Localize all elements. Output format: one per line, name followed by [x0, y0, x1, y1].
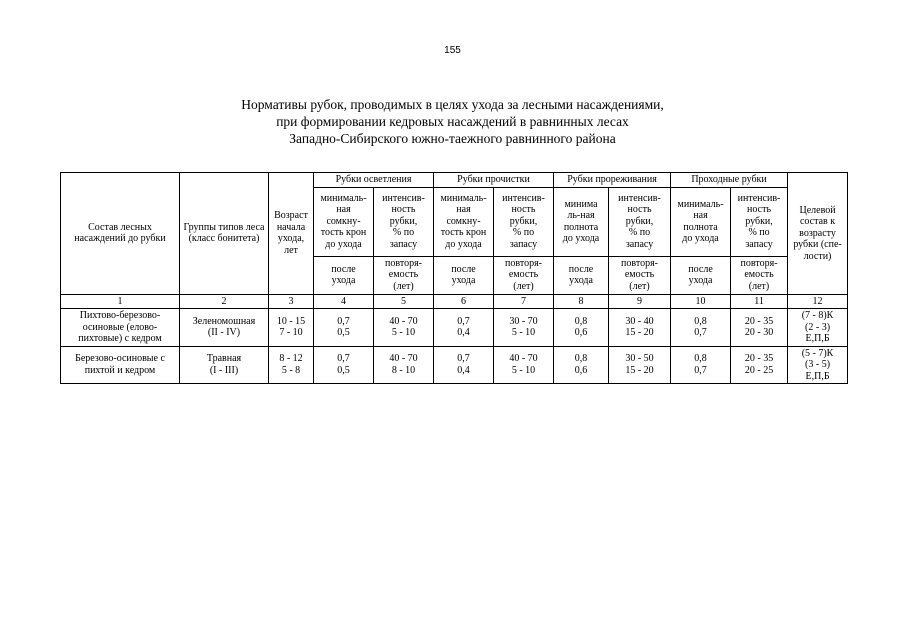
header-composition: Состав лесных насаждений до рубки	[61, 173, 180, 295]
header-group-3: Рубки прореживания	[554, 173, 671, 188]
cell-value: 30 - 70 5 - 10	[494, 309, 554, 347]
header-repeat-1: повторя- емость (лет)	[374, 256, 434, 294]
cell-value: 40 - 70 5 - 10	[494, 346, 554, 384]
col-number: 5	[374, 294, 434, 309]
cell-value: 0,7 0,5	[314, 309, 374, 347]
col-number: 1	[61, 294, 180, 309]
cell-value: 30 - 40 15 - 20	[609, 309, 671, 347]
cell-value: 20 - 35 20 - 30	[731, 309, 788, 347]
header-group-4: Проходные рубки	[671, 173, 788, 188]
cell-value: 0,8 0,6	[554, 346, 609, 384]
cell-target: (7 - 8)К (2 - 3) Е,П,Б	[788, 309, 848, 347]
cell-value: 0,8 0,7	[671, 346, 731, 384]
header-forest-type: Группы типов леса (класс бонитета)	[180, 173, 269, 295]
document-title	[0, 96, 905, 147]
header-int-3: интенсив- ность рубки, % по запасу	[609, 187, 671, 256]
norms-table	[60, 172, 848, 384]
col-number: 3	[269, 294, 314, 309]
cell-value: 40 - 70 8 - 10	[374, 346, 434, 384]
header-after-4: после ухода	[671, 256, 731, 294]
col-number: 11	[731, 294, 788, 309]
cell-value: 0,7 0,4	[434, 309, 494, 347]
col-number: 7	[494, 294, 554, 309]
header-start-age: Возраст начала ухода, лет	[269, 173, 314, 295]
cell-start-age: 8 - 12 5 - 8	[269, 346, 314, 384]
col-number: 9	[609, 294, 671, 309]
header-int-2: интенсив- ность рубки, % по запасу	[494, 187, 554, 256]
header-group-2: Рубки прочистки	[434, 173, 554, 188]
title-line-3: Западно-Сибирского южно-таежного равнинного района	[289, 131, 616, 146]
cell-start-age: 10 - 15 7 - 10	[269, 309, 314, 347]
title-line-1: Нормативы рубок, проводимых в целях ухода за лесными насаждениями,	[241, 97, 664, 112]
header-min-3: минима ль-ная полнота до ухода	[554, 187, 609, 256]
header-after-1: после ухода	[314, 256, 374, 294]
col-number: 2	[180, 294, 269, 309]
cell-value: 0,7 0,4	[434, 346, 494, 384]
col-number: 12	[788, 294, 848, 309]
page-number: 155	[444, 45, 461, 56]
header-repeat-2: повторя- емость (лет)	[494, 256, 554, 294]
header-min-2: минималь- ная сомкну- тость крон до ухода	[434, 187, 494, 256]
col-number: 10	[671, 294, 731, 309]
col-number: 8	[554, 294, 609, 309]
cell-value: 30 - 50 15 - 20	[609, 346, 671, 384]
header-after-2: после ухода	[434, 256, 494, 294]
header-int-1: интенсив- ность рубки, % по запасу	[374, 187, 434, 256]
col-number: 4	[314, 294, 374, 309]
cell-value: 40 - 70 5 - 10	[374, 309, 434, 347]
table-row	[61, 346, 848, 384]
cell-forest-type: Зеленомошная (II - IV)	[180, 309, 269, 347]
header-repeat-3: повторя- емость (лет)	[609, 256, 671, 294]
cell-value: 0,8 0,6	[554, 309, 609, 347]
cell-forest-type: Травная (I - III)	[180, 346, 269, 384]
header-int-4: интенсив- ность рубки, % по запасу	[731, 187, 788, 256]
cell-value: 0,8 0,7	[671, 309, 731, 347]
title-line-2: при формировании кедровых насаждений в равнинных лесах	[276, 114, 629, 129]
header-min-4: минималь- ная полнота до ухода	[671, 187, 731, 256]
header-target: Целевой состав к возрасту рубки (спе-лости)	[788, 173, 848, 295]
cell-value: 0,7 0,5	[314, 346, 374, 384]
header-after-3: после ухода	[554, 256, 609, 294]
cell-composition: Пихтово-березово-осиновые (елово-пихтовые) с кедром	[61, 309, 180, 347]
header-repeat-4: повторя- емость (лет)	[731, 256, 788, 294]
column-number-row	[61, 294, 848, 309]
col-number: 6	[434, 294, 494, 309]
cell-target: (5 - 7)К (3 - 5) Е,П,Б	[788, 346, 848, 384]
header-min-1: минималь- ная сомкну- тость крон до ухода	[314, 187, 374, 256]
cell-value: 20 - 35 20 - 25	[731, 346, 788, 384]
cell-composition: Березово-осиновые с пихтой и кедром	[61, 346, 180, 384]
header-group-1: Рубки осветления	[314, 173, 434, 188]
table-row	[61, 309, 848, 347]
header-row-groups	[61, 173, 848, 188]
